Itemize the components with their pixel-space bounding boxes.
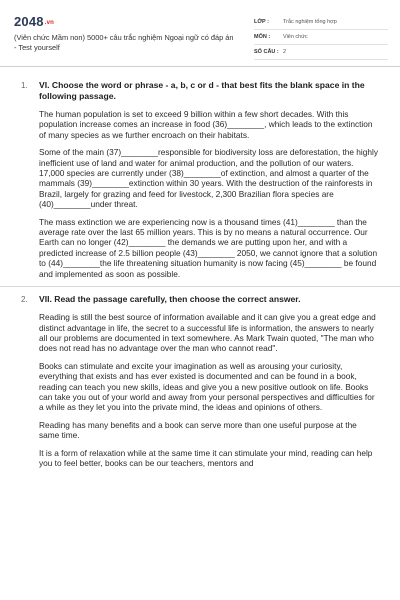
document-title: (Viên chức Mầm non) 5000+ câu trắc nghiệm Ngoại ngữ có đáp án - Test yourself xyxy=(14,33,234,52)
question-number: 1. xyxy=(21,81,28,90)
logo-suffix: .vn xyxy=(44,19,55,26)
passage-paragraph: The human population is set to exceed 9 billion within a few short decades. With this population increase comes an increase in food (36)________, which leads to the extinction of many species as we further encroach on their habitats. xyxy=(39,109,373,140)
question-divider xyxy=(0,286,400,287)
site-logo[interactable] xyxy=(14,14,54,29)
meta-row-count xyxy=(254,45,388,60)
passage-paragraph: Some of the main (37)________responsible for biodiversity loss are deforestation, the highly inefficient use of land and water for animal production, and the pollution of our waters. 17,000 species are currently under (38)________of extinction, and almost a quarter of the mammals (39)________extinction within 30 years. With the destruction of the rainforests in Brazil, largely for grazing and feed for livestock, 2,300 Brazilian flora species are (40)________under threat. xyxy=(39,147,378,210)
passage-paragraph: Books can stimulate and excite your imagination as well as arousing your curiosity, everything that exists and has ever existed is documented and can be found in a book, reading can teach you new skills, ideas and give you a new positive outlook on life. Books can take you out of your world and away from your personal perspectives and difficulties for a while as they let you into the private mind, the ideas and opinions of others. xyxy=(39,360,375,413)
question-title: VI. Choose the word or phrase - a, b, c or d - that best fits the blank space in the following passage. xyxy=(39,80,365,101)
question-list xyxy=(0,80,400,475)
meta-label: LỚP : xyxy=(254,19,269,25)
meta-row-subject xyxy=(254,30,388,45)
question-title: VII. Read the passage carefully, then choose the correct answer. xyxy=(39,294,301,305)
meta-label: SỐ CÂU : xyxy=(254,49,279,55)
passage-paragraph: Reading has many benefits and a book can serve more than one useful purpose at the same time. xyxy=(39,419,357,441)
meta-panel xyxy=(254,15,388,60)
logo-text: 2048 xyxy=(14,14,44,29)
meta-value: Viên chức xyxy=(283,34,308,40)
question-item xyxy=(0,80,400,279)
meta-value: Trắc nghiệm tổng hợp xyxy=(283,19,337,25)
passage-paragraph: Reading is still the best source of information available and it can give you a great edge and distinct advantage in life, the secret to a successful life is information, the answers to nearly all our problems are documented in text somewhere. As Mark Twain quoted, "The man who does not read has no advantage over the man who cannot read". xyxy=(39,312,376,354)
question-number: 2. xyxy=(21,295,28,305)
passage-paragraph: It is a form of relaxation while at the same time it can stimulate your mind, reading can help you to feel better, books can be our teachers, mentors and xyxy=(39,447,373,468)
page-header xyxy=(0,0,400,67)
passage-paragraph: The mass extinction we are experiencing now is a thousand times (41)________ than the average rate over the last 65 million years. This is by no means a natural occurrence. Our Earth can no longer (42)________ the demands we are putting upon her, and with a predicted increase of 2.5 billion people (43)________ 2050, we cannot ignore that a solution to (44)________the life threatening situation humanity is now facing (45)________ be found and implemented as soon as possible. xyxy=(39,216,378,279)
meta-value: 2 xyxy=(283,49,287,55)
meta-row-class xyxy=(254,15,388,30)
meta-label: MÔN : xyxy=(254,34,271,40)
question-item xyxy=(0,294,400,468)
